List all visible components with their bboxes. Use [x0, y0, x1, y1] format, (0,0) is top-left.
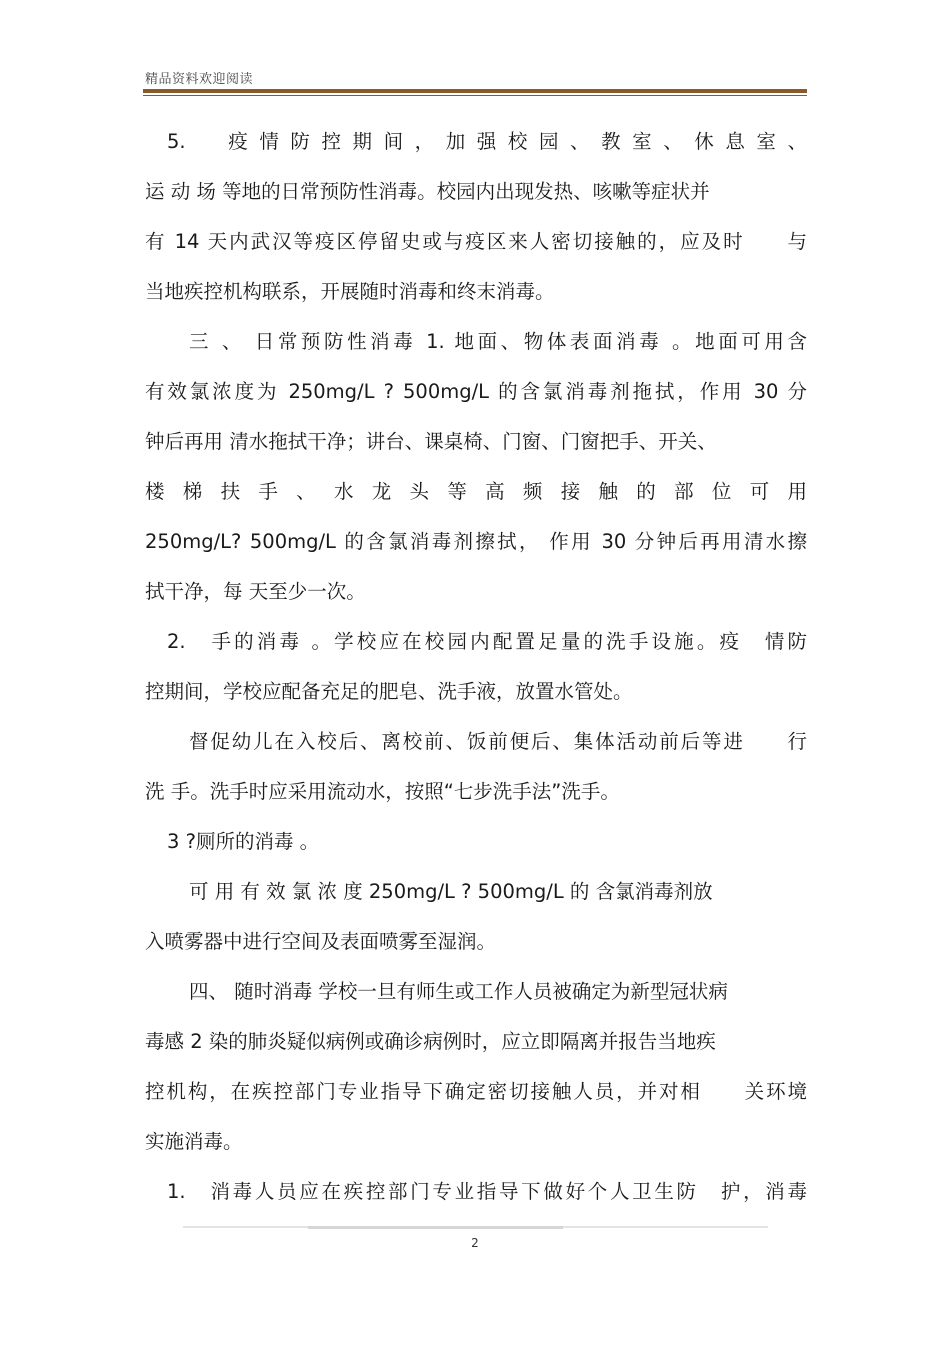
text-line: 1. 消毒人员应在疾控部门专业指导下做好个人卫生防 护，消毒 — [167, 1180, 807, 1203]
text-line: 四、 随时消毒 学校一旦有师生或工作人员被确定为新型冠状病 — [189, 980, 728, 1003]
text-line: 运 动 场 等地的日常预防性消毒。校园内出现发热、咳嗽等症状并 — [145, 180, 710, 203]
footer-rule-accent — [308, 1226, 563, 1229]
header-text: 精品资料欢迎阅读 — [145, 72, 254, 87]
text-line: 控期间，学校应配备充足的肥皂、洗手液，放置水管处。 — [145, 680, 633, 703]
text-line: 有 14 天内武汉等疫区停留史或与疫区来人密切接触的，应及时 与 — [145, 230, 807, 253]
text-line: 5. 疫情防控期间，加强校园、教室、休息室、 — [167, 130, 807, 153]
text-line: 当地疾控机构联系，开展随时消毒和终末消毒。 — [145, 280, 555, 303]
text-line: 拭干净，每 天至少一次。 — [145, 580, 366, 603]
text-line: 控机构，在疾控部门专业指导下确定密切接触人员，并对相 关环境 — [145, 1080, 807, 1103]
text-line: 250mg/L? 500mg/L 的含氯消毒剂擦拭， 作用 30 分钟后再用清水擦 — [145, 530, 807, 553]
header-rule — [143, 89, 807, 93]
text-line: 毒感 2 染的肺炎疑似病例或确诊病例时，应立即隔离并报告当地疾 — [145, 1030, 716, 1053]
page-number: 2 — [471, 1236, 479, 1250]
text-line: 实施消毒。 — [145, 1130, 243, 1153]
text-line: 2. 手的消毒 。学校应在校园内配置足量的洗手设施。疫 情防 — [167, 630, 807, 653]
header-rule-thin — [143, 95, 807, 96]
text-line: 有效氯浓度为 250mg/L ? 500mg/L 的含氯消毒剂拖拭，作用 30 分 — [145, 380, 807, 403]
text-line: 3 ?厕所的消毒 。 — [167, 830, 320, 853]
text-line: 楼梯扶手、水龙头等高频接触的部位可用 — [145, 480, 807, 503]
text-line: 入喷雾器中进行空间及表面喷雾至湿润。 — [145, 930, 497, 953]
text-line: 钟后再用 清水拖拭干净；讲台、课桌椅、门窗、门窗把手、开关、 — [145, 430, 717, 453]
text-line: 洗 手。洗手时应采用流动水，按照“七步洗手法”洗手。 — [145, 780, 620, 803]
text-line: 可 用 有 效 氯 浓 度 250mg/L ? 500mg/L 的 含氯消毒剂放 — [189, 880, 713, 903]
text-line: 三 、 日常预防性消毒 1. 地面、物体表面消毒 。地面可用含 — [189, 330, 807, 353]
text-line: 督促幼儿在入校后、离校前、饭前便后、集体活动前后等进 行 — [189, 730, 807, 753]
